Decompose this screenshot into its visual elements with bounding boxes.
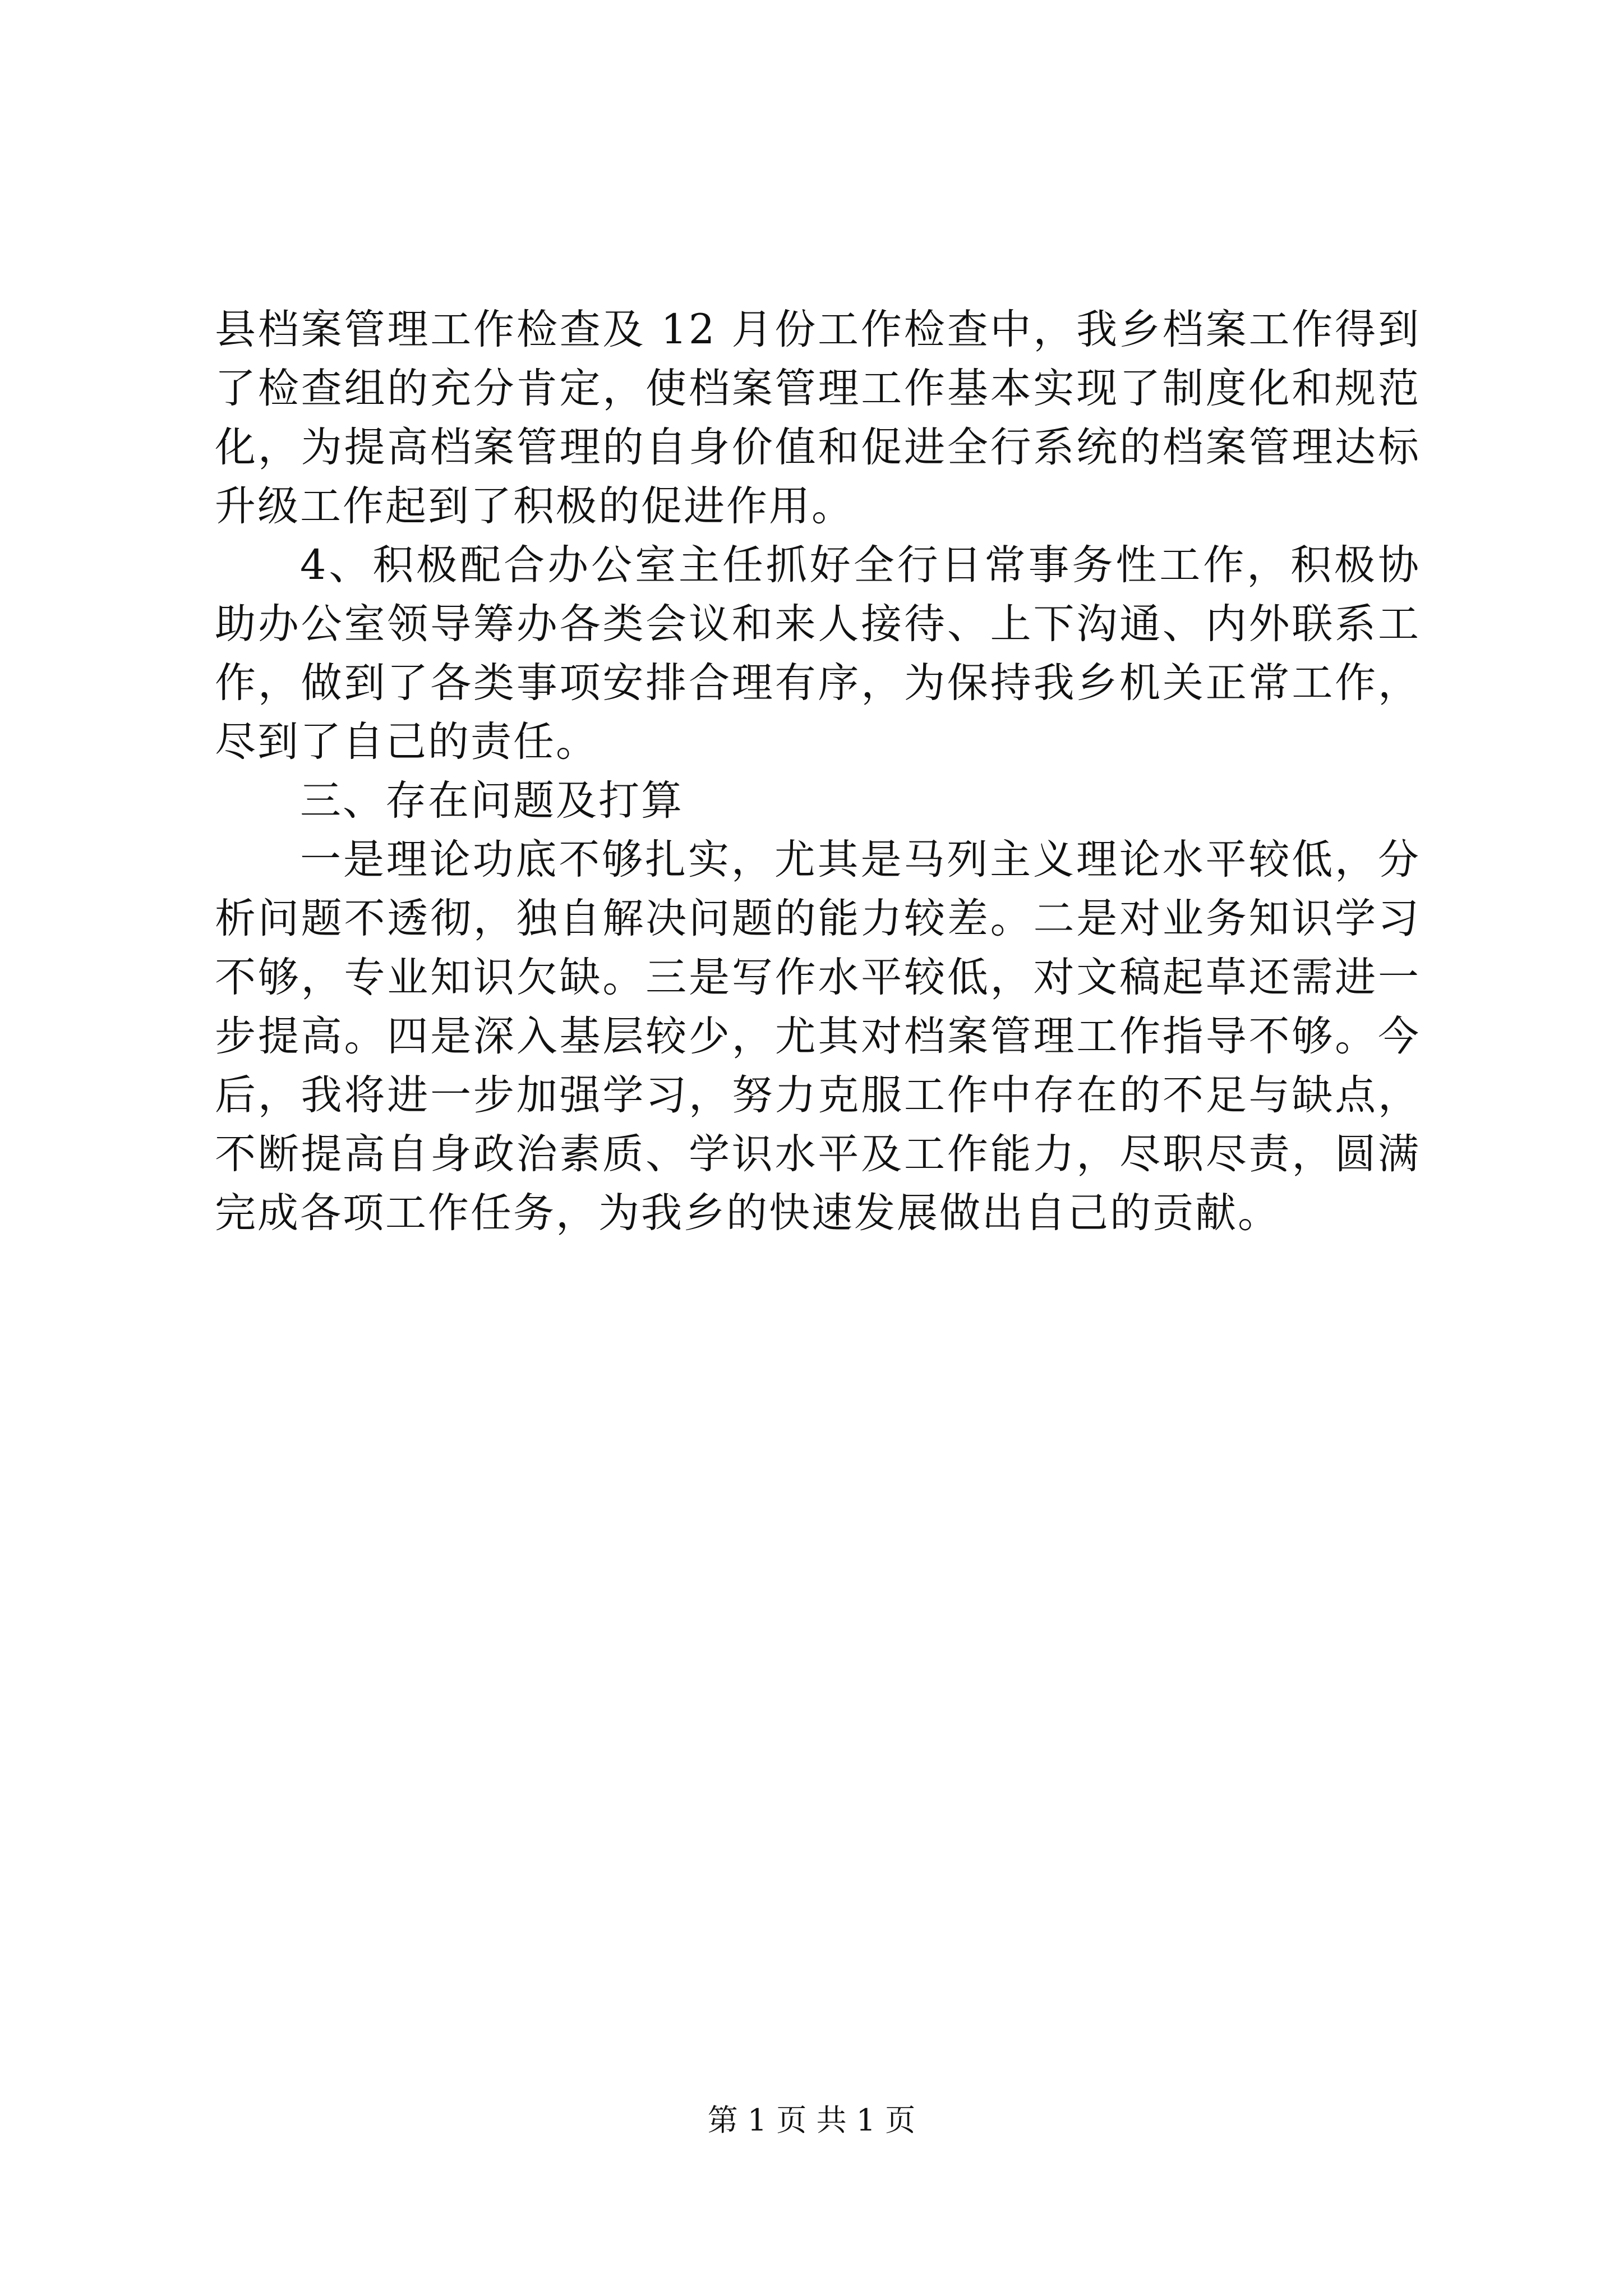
paragraph-4-line-7: 完成各项工作任务，为我乡的快速发展做出自己的贡献。: [215, 1189, 1280, 1237]
paragraph-4-line-1: 一是理论功底不够扎实，尤其是马列主义理论水平较低，分: [300, 836, 1421, 884]
document-body: [215, 300, 1421, 1243]
paragraph-2-line-2: 助办公室领导筹办各类会议和来人接待、上下沟通、内外联系工: [215, 600, 1421, 648]
paragraph-1-line-2: 了检查组的充分肯定，使档案管理工作基本实现了制度化和规范: [215, 365, 1421, 412]
paragraph-4-line-6: 不断提高自身政治素质、学识水平及工作能力，尽职尽责，圆满: [215, 1130, 1421, 1178]
paragraph-1-line-1: 县档案管理工作检查及 12 月份工作检查中，我乡档案工作得到: [215, 306, 1421, 353]
paragraph-1-line-3: 化，为提高档案管理的自身价值和促进全行系统的档案管理达标: [215, 424, 1421, 471]
paragraph-1-line-4: 升级工作起到了积极的促进作用。: [215, 482, 854, 530]
paragraph-4-line-4: 步提高。四是深入基层较少，尤其对档案管理工作指导不够。今: [215, 1013, 1421, 1060]
paragraph-2-line-1: 4、积极配合办公室主任抓好全行日常事务性工作，积极协: [300, 541, 1421, 589]
page-number-footer: 第 1 页 共 1 页: [707, 2102, 916, 2138]
paragraph-4-line-3: 不够，专业知识欠缺。三是写作水平较低，对文稿起草还需进一: [215, 954, 1421, 1001]
paragraph-2-line-4: 尽到了自己的责任。: [215, 718, 598, 766]
paragraph-4-line-2: 析问题不透彻，独自解决问题的能力较差。二是对业务知识学习: [215, 895, 1421, 942]
section-heading: 三、存在问题及打算: [300, 777, 684, 825]
paragraph-4-line-5: 后，我将进一步加强学习，努力克服工作中存在的不足与缺点，: [215, 1071, 1421, 1119]
paragraph-2-line-3: 作，做到了各类事项安排合理有序，为保持我乡机关正常工作，: [215, 659, 1421, 707]
